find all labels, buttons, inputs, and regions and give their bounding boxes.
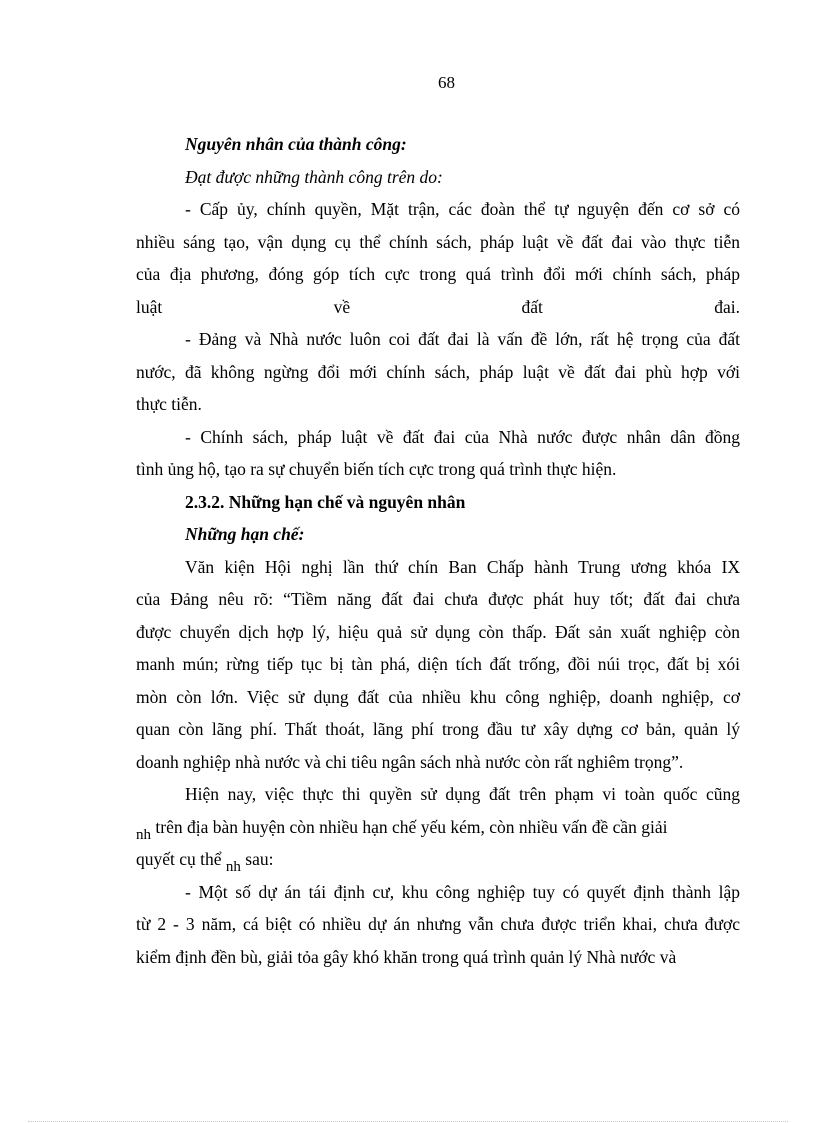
text-line: - Cấp ủy, chính quyền, Mặt trận, các đoàn thể tự nguyện đến cơ sở có [185, 199, 740, 219]
text-fragment: sau: [245, 849, 274, 869]
text-line: nước, đã không ngừng đổi mới chính sách, pháp luật về đất đai phù hợp với [136, 361, 740, 382]
text-line: được chuyển dịch hợp lý, hiệu quả sử dụng còn thấp. Đất sản xuất nghiệp còn [136, 621, 740, 642]
text-line: manh mún; rừng tiếp tục bị tàn phá, diện tích đất trống, đồi núi trọc, đất bị xói [136, 654, 740, 674]
text-fragment: nh [225, 859, 241, 875]
paragraph-limits-2 [136, 778, 740, 876]
text-line: luật về đất đai. [136, 296, 740, 317]
paragraph-causes-1 [136, 193, 740, 323]
paragraph-causes-3 [136, 421, 740, 486]
paragraph-limits-3 [136, 876, 740, 974]
text-line: của Đảng nêu rõ: “Tiềm năng đất đai chưa được phát huy tốt; đất đai chưa [136, 589, 740, 609]
text-line: doanh nghiệp nhà nước và chi tiêu ngân sách nhà nước còn rất nghiêm trọng”. [136, 751, 684, 772]
page-bottom-divider [28, 1121, 788, 1122]
text-line: nhiều sáng tạo, vận dụng cụ thể chính sách, pháp luật về đất đai vào thực tiễn [136, 231, 740, 252]
text-line: tình ủng hộ, tạo ra sự chuyển biến tích cực trong quá trình thực hiện. [136, 459, 617, 479]
section-title: 2.3.2. Những hạn chế và nguyên nhân [185, 491, 466, 512]
paragraph-limits-1 [136, 551, 740, 779]
document-body [136, 128, 740, 973]
text-line [136, 811, 740, 844]
text-line: quan còn lãng phí. Thất thoát, lãng phí trong đầu tư xây dựng cơ bản, quản lý [136, 719, 740, 739]
text-line: Hiện nay, việc thực thi quyền sử dụng đất trên phạm vi toàn quốc cũng [185, 784, 740, 804]
text-fragment: nh [136, 826, 151, 843]
text-line: kiểm định đền bù, giải tỏa gây khó khăn trong quá trình quản lý Nhà nước và [136, 946, 677, 967]
text-line: của địa phương, đóng góp tích cực trong quá trình đổi mới chính sách, pháp [136, 264, 740, 284]
text-line [136, 843, 740, 876]
text-line: - Đảng và Nhà nước luôn coi đất đai là vấn đề lớn, rất hệ trọng của đất [185, 329, 740, 349]
text-line: mòn còn lớn. Việc sử dụng đất của nhiều khu công nghiệp, doanh nghiệp, cơ [136, 686, 740, 707]
text-line: - Chính sách, pháp luật về đất đai của Nhà nước được nhân dân đồng [185, 426, 740, 447]
heading-causes: Nguyên nhân của thành công: [185, 134, 407, 154]
text-fragment: trên địa bàn huyện còn nhiều hạn chế yếu kém, còn nhiều vấn đề cần giải [155, 816, 668, 837]
heading-limits: Những hạn chế: [185, 524, 305, 544]
text-line: Văn kiện Hội nghị lần thứ chín Ban Chấp hành Trung ương khóa IX [185, 556, 740, 577]
text-line: từ 2 - 3 năm, cá biệt có nhiều dự án nhưng vẫn chưa được triển khai, chưa được [136, 914, 740, 934]
page-number: 68 [438, 73, 455, 92]
paragraph-causes-2 [136, 323, 740, 421]
text-fragment: quyết cụ thể [136, 849, 222, 869]
text-line: - Một số dự án tái định cư, khu công nghiệp tuy có quyết định thành lập [185, 881, 740, 902]
text-line: thực tiễn. [136, 394, 202, 414]
subheading-causes: Đạt được những thành công trên do: [185, 166, 443, 187]
